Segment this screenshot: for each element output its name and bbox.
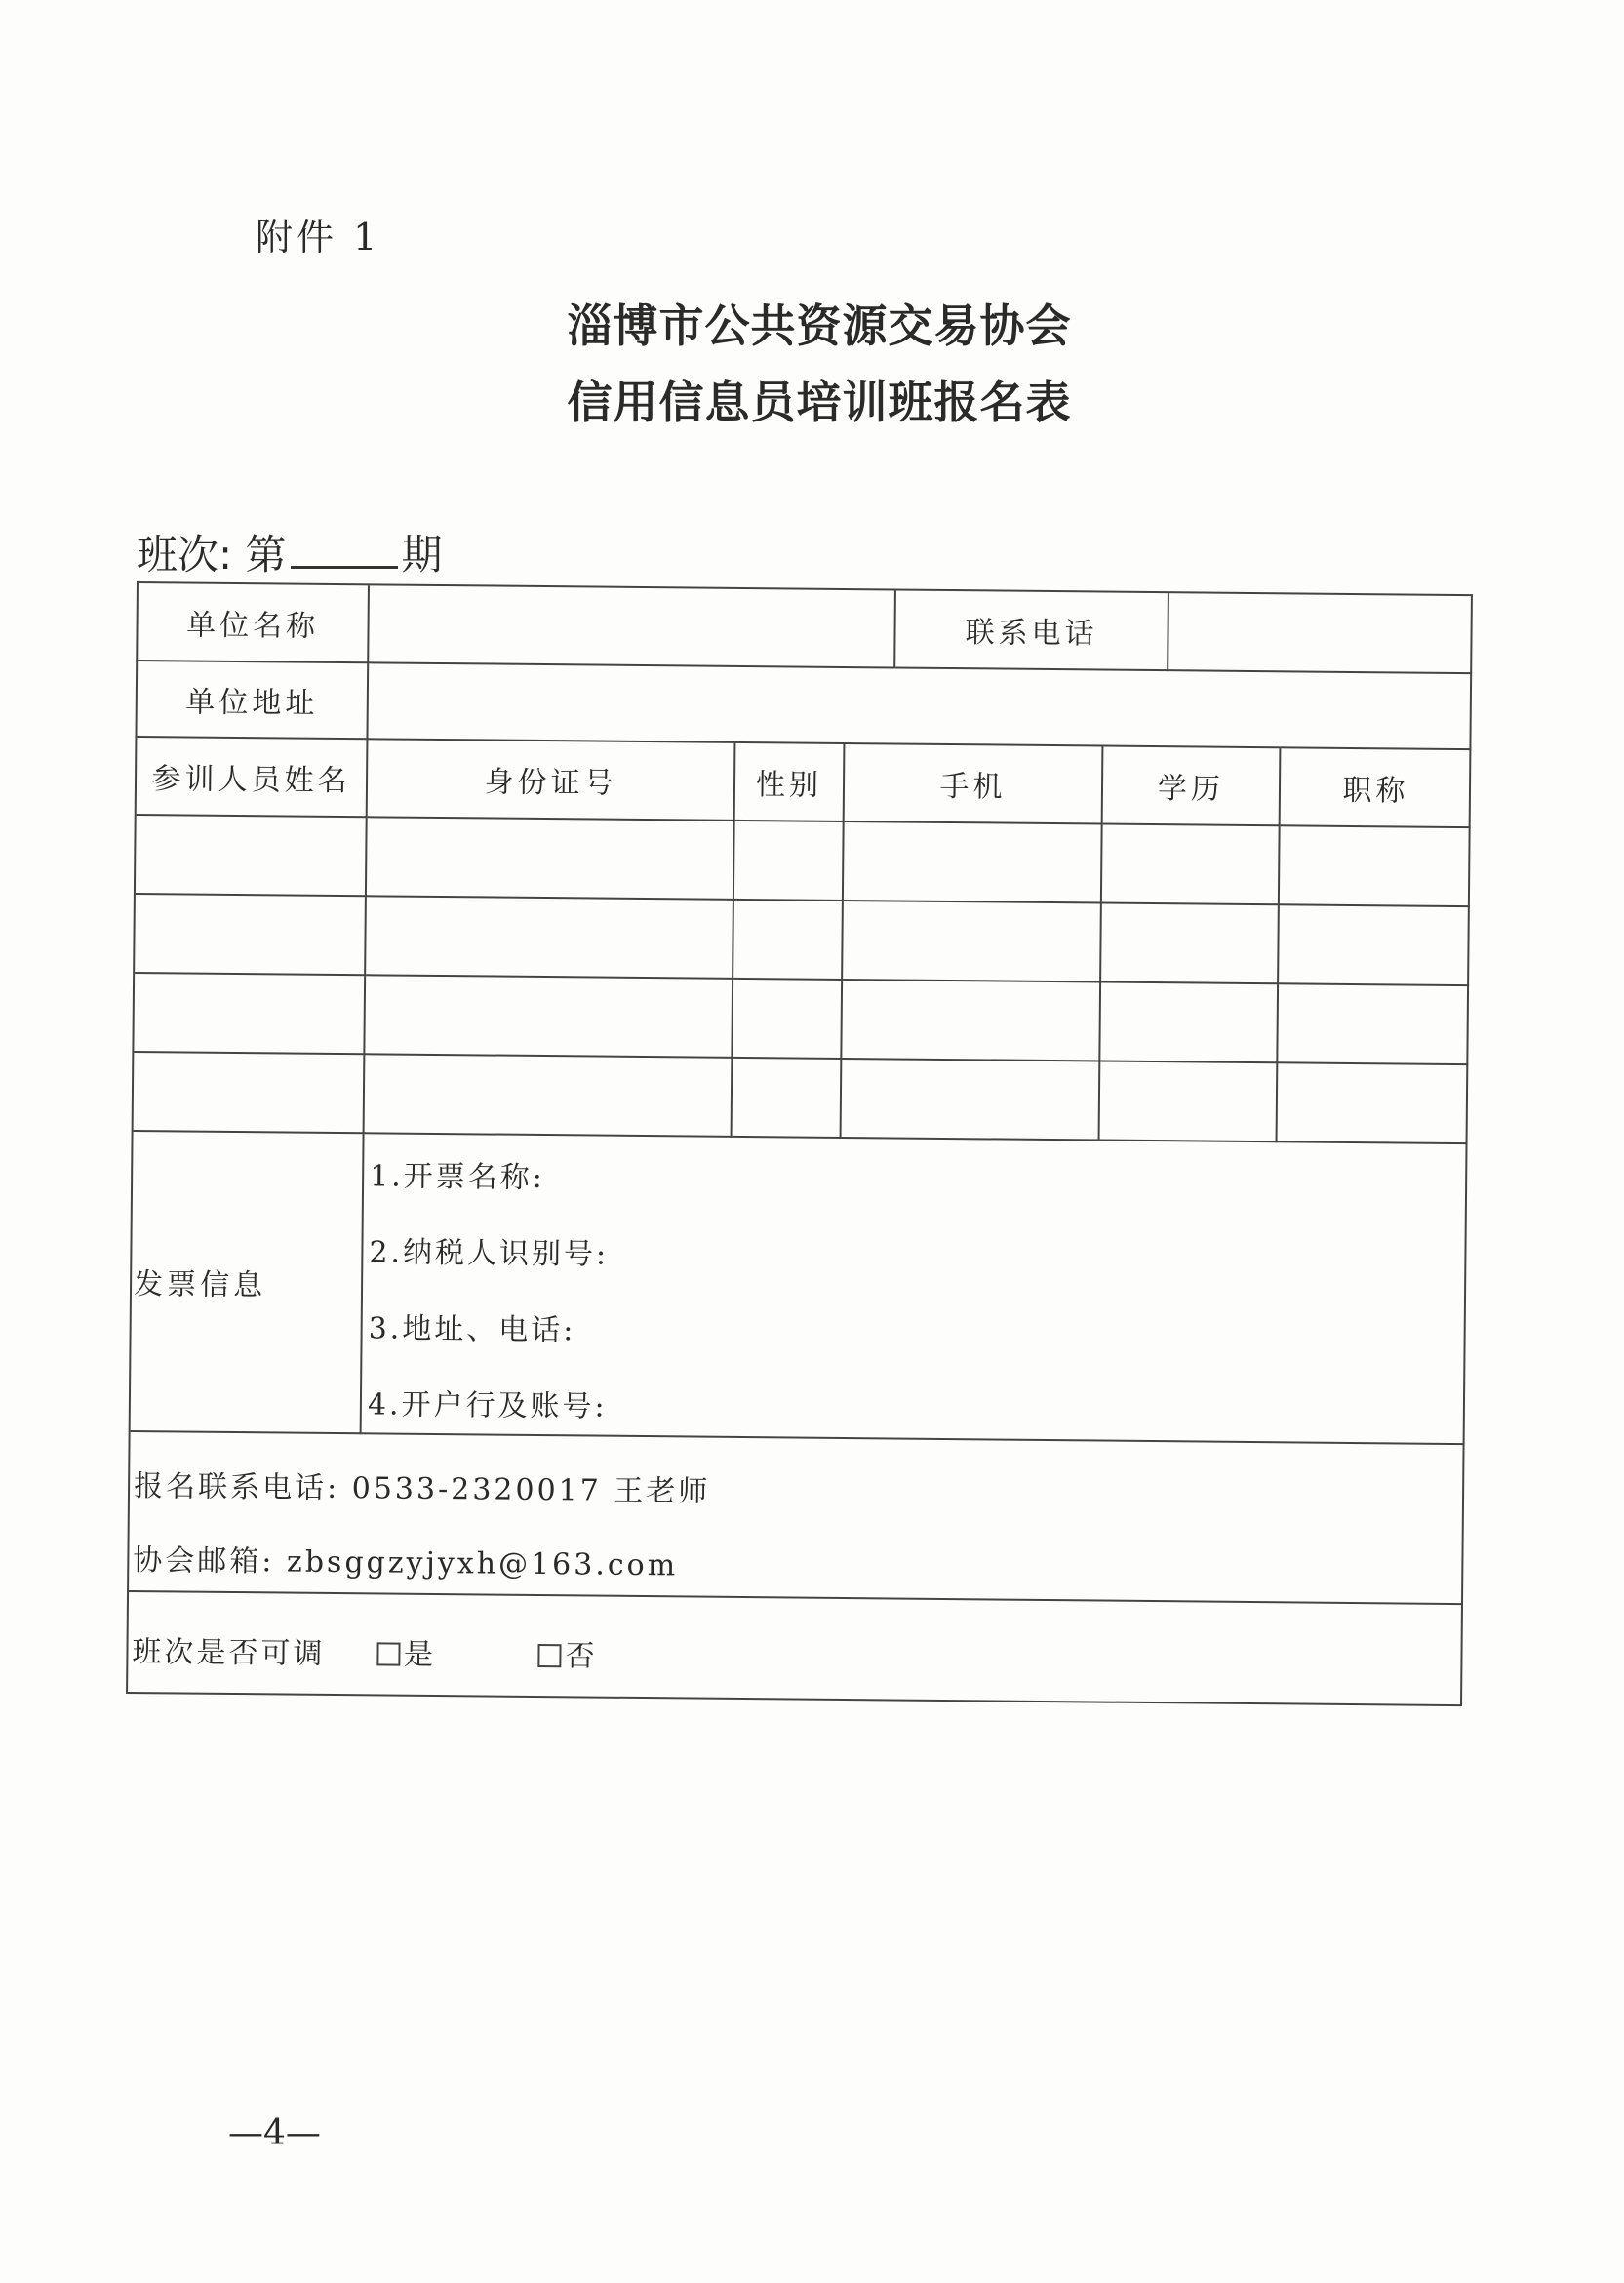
table-cell[interactable] bbox=[365, 976, 733, 1059]
table-cell[interactable] bbox=[733, 1059, 843, 1139]
invoice-info-fields[interactable] bbox=[362, 1134, 1468, 1445]
table-cell[interactable] bbox=[734, 821, 845, 901]
yes-checkbox[interactable] bbox=[376, 1642, 400, 1665]
table-cell[interactable] bbox=[1278, 984, 1469, 1065]
column-header-gender: 性别 bbox=[735, 743, 846, 822]
unit-name-label: 单位名称 bbox=[138, 583, 370, 663]
column-header-trainee-name: 参训人员姓名 bbox=[137, 738, 369, 818]
table-cell[interactable] bbox=[844, 822, 1103, 904]
page-number: —4— bbox=[228, 2113, 321, 2153]
table-cell[interactable] bbox=[1278, 1063, 1469, 1144]
contact-info-block bbox=[129, 1432, 1465, 1605]
table-cell[interactable] bbox=[134, 1053, 366, 1134]
table-cell[interactable] bbox=[365, 1055, 733, 1138]
table-cell[interactable] bbox=[1102, 825, 1281, 906]
unit-address-label: 单位地址 bbox=[137, 661, 369, 740]
yes-label: 是 bbox=[403, 1637, 437, 1672]
invoice-item-address-phone: 3.地址、电话: bbox=[368, 1311, 576, 1348]
table-cell[interactable] bbox=[367, 818, 735, 901]
signup-phone: 报名联系电话: 0533-2320017 王老师 bbox=[133, 1469, 711, 1509]
column-header-education: 学历 bbox=[1103, 747, 1282, 827]
contact-phone-field[interactable] bbox=[1168, 593, 1473, 674]
column-header-id-number: 身份证号 bbox=[368, 740, 736, 821]
table-cell[interactable] bbox=[733, 980, 843, 1060]
no-checkbox[interactable] bbox=[537, 1644, 561, 1667]
table-cell[interactable] bbox=[135, 895, 367, 976]
table-cell[interactable] bbox=[1100, 983, 1279, 1064]
table-cell[interactable] bbox=[733, 901, 844, 981]
session-number-blank[interactable] bbox=[291, 527, 398, 569]
table-cell[interactable] bbox=[366, 897, 734, 980]
invoice-item-bank-account: 4.开户行及账号: bbox=[367, 1387, 608, 1424]
table-cell[interactable] bbox=[1101, 904, 1280, 985]
column-header-job-title: 职称 bbox=[1281, 748, 1472, 828]
session-adjustable-question: 班次是否可调 bbox=[132, 1635, 326, 1671]
table-cell[interactable] bbox=[134, 974, 366, 1055]
invoice-info-label: 发票信息 bbox=[131, 1132, 365, 1434]
attachment-label: 附件 1 bbox=[256, 216, 381, 259]
session-suffix: 期 bbox=[401, 531, 443, 579]
document-title-line2: 信用信息员培训班报名表 bbox=[567, 376, 1072, 428]
session-adjustable-row bbox=[128, 1592, 1463, 1706]
document-title-line1: 淄博市公共资源交易协会 bbox=[567, 300, 1072, 352]
unit-address-field[interactable] bbox=[368, 663, 1472, 750]
registration-form-table bbox=[126, 581, 1473, 1706]
session-prefix: 班次: 第 bbox=[137, 531, 287, 579]
no-label: 否 bbox=[565, 1639, 598, 1674]
session-adjustable-line bbox=[132, 1627, 597, 1675]
table-cell[interactable] bbox=[842, 981, 1101, 1062]
contact-phone-label: 联系电话 bbox=[895, 590, 1169, 671]
table-cell[interactable] bbox=[1279, 905, 1470, 986]
table-cell[interactable] bbox=[843, 901, 1102, 983]
table-cell[interactable] bbox=[136, 816, 368, 897]
table-cell[interactable] bbox=[1280, 826, 1471, 907]
table-cell[interactable] bbox=[1100, 1062, 1279, 1143]
column-header-mobile: 手机 bbox=[845, 744, 1104, 825]
association-email: 协会邮箱: zbsggzyjyxh@163.com bbox=[133, 1543, 679, 1583]
unit-name-field[interactable] bbox=[369, 585, 896, 668]
invoice-item-tax-id: 2.纳税人识别号: bbox=[369, 1235, 610, 1272]
table-cell[interactable] bbox=[842, 1060, 1101, 1142]
session-line bbox=[137, 523, 443, 581]
invoice-item-name: 1.开票名称: bbox=[369, 1159, 546, 1196]
